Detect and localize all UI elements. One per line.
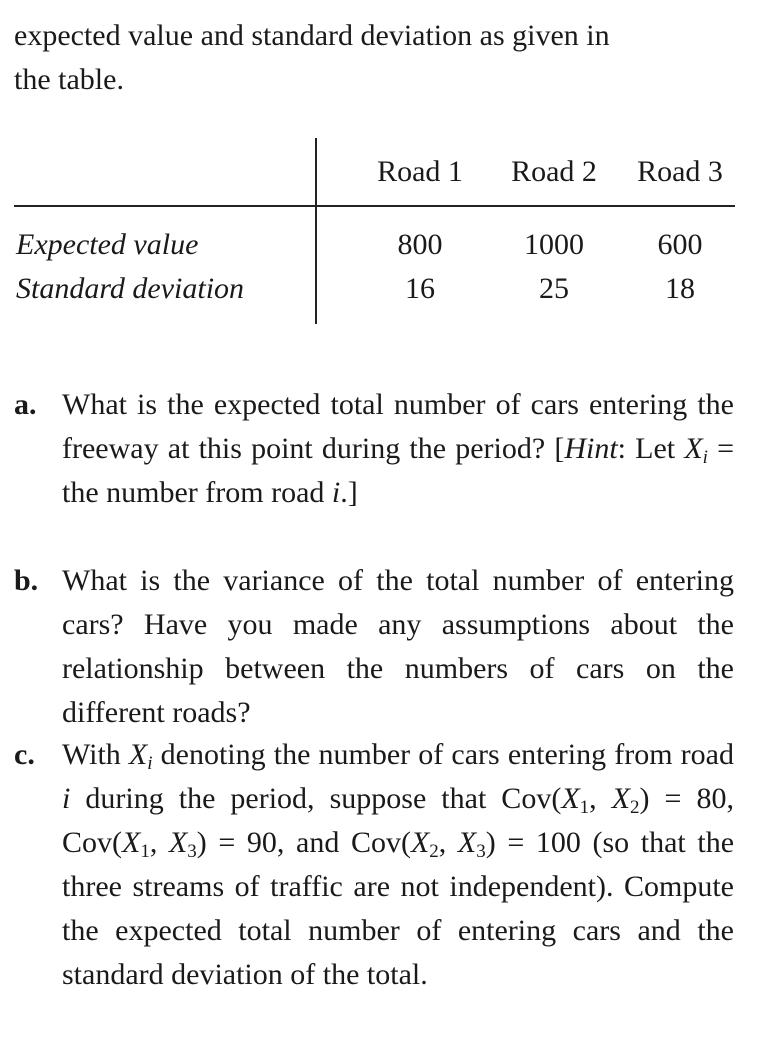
cell-stddev-road-2: 25 [539,272,569,305]
intro-text [14,14,739,102]
intro-line-2: the table. [14,63,124,96]
row-label-standard-deviation: Standard deviation [16,272,245,305]
cell-stddev-road-3: 18 [665,272,695,305]
question-a-letter: a. [14,388,37,421]
data-table [0,138,757,328]
question-b-letter: b. [14,564,39,597]
question-c-text: With $X_i$ denoting the number of cars entering from road i during the period, suppose that $Cov(X_1$, $X_2) = 80$, $Cov(X_1$, $X_3) = 90$, and $Cov(X_2$, $X_3) = 100$ (so that the three streams of traffic are not independent). Compute the expected total number of entering cars and the standard deviation of the total. [62,738,735,991]
question-b-text: What is the variance of the total number of entering cars? Have you made any assumptions about the relationship between the numbers of cars on the different roads? [62,564,734,729]
column-header-road-1: Road 1 [377,155,463,188]
intro-line-1: expected value and standard deviation as given in [14,19,610,52]
row-label-expected-value: Expected value [16,228,199,261]
cell-expected-road-3: 600 [657,228,703,261]
cell-expected-road-1: 800 [397,228,443,261]
column-header-road-3: Road 3 [637,155,723,188]
column-header-road-2: Road 2 [511,155,597,188]
question-a [14,383,734,515]
question-c-letter: c. [14,738,35,771]
table-horizontal-rule [14,205,735,207]
question-b [14,559,734,735]
question-c [14,733,734,997]
cell-stddev-road-1: 16 [405,272,435,305]
cell-expected-road-2: 1000 [524,228,584,261]
question-a-text: What is the expected total number of cars entering the freeway at this point during the period? [Hint: Let $X_i$ = the number from road i.] [62,388,735,509]
table-vertical-rule [315,138,317,324]
